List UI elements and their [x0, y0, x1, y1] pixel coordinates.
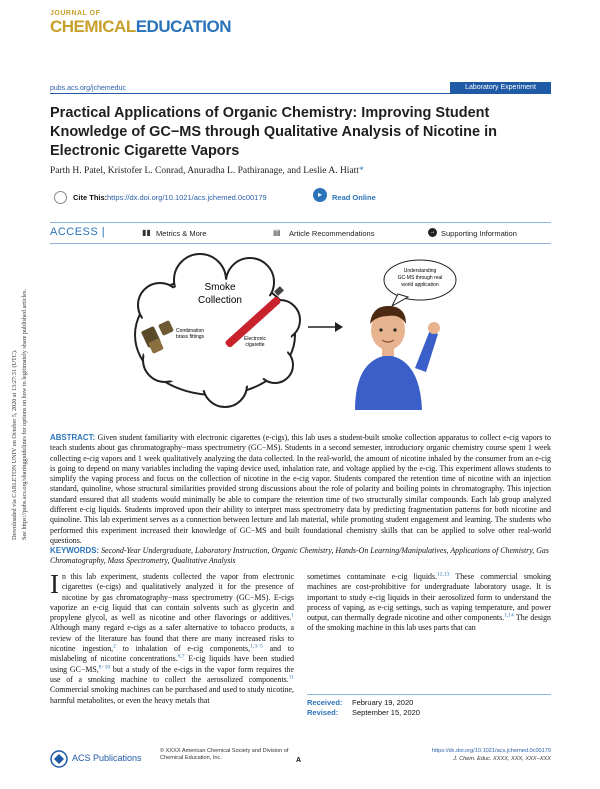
- revised-row: [307, 708, 551, 718]
- article-title: Practical Applications of Organic Chemistry: Improving Student Knowledge of GC−MS through Qualitative Analysis of Nicotine in Electronic Cigarette Vapors: [50, 105, 497, 159]
- ref-link[interactable]: 6,7: [177, 653, 185, 660]
- cloud-title-2: Collection: [198, 295, 242, 306]
- download-side-note: [2, 250, 38, 540]
- bubble-line-3: world application: [401, 282, 439, 288]
- journal-site-link[interactable]: pubs.acs.org/jchemeduc: [50, 85, 126, 92]
- ref-link[interactable]: 8−10: [98, 664, 111, 671]
- acs-logo-icon: [50, 750, 68, 768]
- cloud-title-1: Smoke: [204, 282, 236, 293]
- journal-logo[interactable]: [50, 17, 231, 37]
- journal-logo-chemical: CHEMICAL: [50, 17, 136, 36]
- body-text: and to mislabeling of nicotine concentrations.: [50, 644, 294, 664]
- side-note-line-2: See https://pubs.acs.org/sharingguidelines for options on how to legitimately share published articles.: [21, 289, 28, 540]
- recommendations-icon: ▤: [273, 228, 281, 237]
- keywords-text: Second-Year Undergraduate, Laboratory Instruction, Organic Chemistry, Hands-On Learning/Manipulatives, Applications of Chemistry, Gas Chromatography, Mass Spectrometry, Qualitative Analysis: [50, 546, 549, 566]
- section-tab: Laboratory Experiment: [450, 82, 551, 93]
- ecig-label-1: Electronic: [244, 336, 266, 342]
- cite-icon: [54, 191, 67, 204]
- read-online-icon[interactable]: ▸: [313, 188, 327, 202]
- body-text: sometimes contaminate e-cig liquids.: [307, 572, 438, 581]
- fittings-label-1: Combination: [175, 328, 205, 334]
- body-text: n this lab experiment, students collected the vapor from electronic cigarettes (e-cigs) and qualitatively analyzed it for the presence of nicotine by gas chromatography−mass spectrometry (GC−MS). E-cigs vaporize an e-cig liquid that can contain solvents such as glycerin and propylene glycol, as well as nicotine and other flavorings or additives.: [50, 572, 294, 623]
- body-column-2: [307, 572, 551, 634]
- acs-publications-logo[interactable]: ACS Publications: [72, 753, 142, 763]
- received-label: Received:: [307, 698, 343, 707]
- ref-link[interactable]: 11: [288, 674, 294, 681]
- corresponding-author-mark[interactable]: *: [358, 166, 364, 176]
- dates-rule: [307, 694, 551, 695]
- arrow-icon: [308, 322, 343, 332]
- footer-doi-link[interactable]: https://dx.doi.org/10.1021/acs.jchemed.0c00179: [431, 748, 551, 754]
- journal-reference: J. Chem. Educ. XXXX, XXX, XXX−XXX: [453, 755, 551, 762]
- keywords-label: KEYWORDS:: [50, 546, 100, 555]
- page-number: A: [296, 757, 302, 764]
- copyright-notice: © XXXX American Chemical Society and Division of Chemical Education, Inc.: [160, 748, 289, 761]
- fittings-label-2: brass fittings: [175, 334, 205, 340]
- metrics-icon: ▮▮: [142, 228, 151, 237]
- article-dates: [307, 698, 551, 718]
- metrics-link[interactable]: Metrics & More: [156, 229, 207, 238]
- supporting-info-icon: →: [429, 229, 436, 235]
- read-online-link[interactable]: Read Online: [332, 193, 376, 202]
- ref-link[interactable]: 2: [113, 643, 116, 650]
- authors-names: Parth H. Patel, Kristofer L. Conrad, Anuradha L. Pathiranage, and Leslie A. Hiatt: [50, 166, 359, 176]
- body-text: E-cig liquids have been studied using GC−MS,: [50, 654, 294, 674]
- ref-link[interactable]: 1: [291, 612, 294, 619]
- ref-link[interactable]: 1,14: [504, 612, 514, 619]
- cite-label: Cite This:: [73, 193, 108, 202]
- toc-graphic: [130, 250, 460, 410]
- journal-logo-education: EDUCATION: [135, 17, 232, 36]
- abstract: [50, 433, 551, 546]
- access-label: ACCESS |: [50, 226, 106, 238]
- body-text: The design of the smoking machine in this lab uses parts that can: [307, 613, 552, 633]
- cloud-shape: [135, 254, 300, 407]
- body-column-1: [50, 569, 294, 706]
- body-text: but a study of the e-cigs in the vapor form requires the use of a smoking machine to collect the aerosolized components.: [50, 664, 294, 684]
- abstract-label: ABSTRACT:: [50, 433, 96, 442]
- student-figure: [355, 306, 440, 410]
- body-text: Although many regard e-cigs as a safer alternative to tobacco products, a review of the literature has found that there are many increased risks to nicotine ingestion,: [50, 623, 294, 654]
- header-rule: [50, 93, 551, 94]
- keywords: [50, 546, 551, 567]
- cite-doi-link[interactable]: https://dx.doi.org/10.1021/acs.jchemed.0c00179: [107, 193, 267, 202]
- bubble-line-1: Understanding: [403, 268, 437, 274]
- received-date: February 19, 2020: [352, 698, 414, 707]
- bubble-line-2: GC-MS through real: [397, 275, 443, 281]
- revised-date: September 15, 2020: [352, 708, 420, 717]
- revised-label: Revised:: [307, 708, 339, 717]
- received-row: [307, 698, 551, 708]
- journal-logo-line1: JOURNAL OF: [50, 10, 101, 17]
- abstract-text: Given student familiarity with electronic cigarettes (e-cigs), this lab uses a student-built smoke collection apparatus to collect e-cig vapors to teach students about gas chromatography−mass spectrometry (GC−MS). Students in a second semester, introductory organic chemistry course spent 1 week collecting e-cig vapors and 1 week qualitatively analyzing the data collected. In the real-world, the amount of nicotine inhaled by the consumer from an e-cig is going to depend on many variables including the vaping device used, inhalation rate, and voltage applied by the e-cig. This experiment allows students to simplify the vaping process and focus on the collection of nicotine in the e-cig vapor. Students compared the retention time of nicotine with an injection standard, quinoline, whose structural similarities provided strong discussions about the role of polarity and boiling points in chromatography. This injection standard ensured that all students would minimally be able to compare the retention time of two structurally similar compounds. Each lab group analyzed different e-cig liquids. Students improved upon their ability to interpret mass spectrometry data by predicting fragmentation patterns for both nicotine and quinoline. This lab experiment serves as a connection between lecture and lab material, while promoting student engagement and learning. The students who performed this experiment increased their knowledge of GC−MS and built foundational chemistry skills that can be applied to solve other real-world questions.: [50, 433, 551, 545]
- drop-cap: I: [50, 569, 59, 599]
- author-list: [50, 166, 364, 176]
- body-text: These commercial smoking machines are cost-prohibitive for undergraduate laboratory usage. It is important to study e-cig liquids in their aerosolized form to understand the process of vaping, as e-cig settings, such as vaping temperature, and power output, can thermally degrade nicotine and other components.: [307, 572, 551, 623]
- ref-link[interactable]: 1,3−5: [250, 643, 263, 650]
- footer-doi: [430, 748, 551, 763]
- ecig-label-2: cigarette: [245, 342, 265, 348]
- ref-link[interactable]: 12,13: [437, 571, 450, 578]
- access-text: ACCESS: [50, 226, 99, 238]
- recommendations-link[interactable]: Article Recommendations: [289, 229, 375, 238]
- body-text: Commercial smoking machines can be purchased and used to study nicotine, harmful metabolites, or even the heavy metals that: [50, 685, 294, 705]
- supporting-info-link[interactable]: Supporting Information: [441, 229, 517, 238]
- side-note-line-1: Downloaded via CARLETON UNIV on October 5, 2020 at 13:27:31 (UTC).: [11, 349, 18, 540]
- body-text: to inhalation of e-cig components,: [115, 644, 251, 654]
